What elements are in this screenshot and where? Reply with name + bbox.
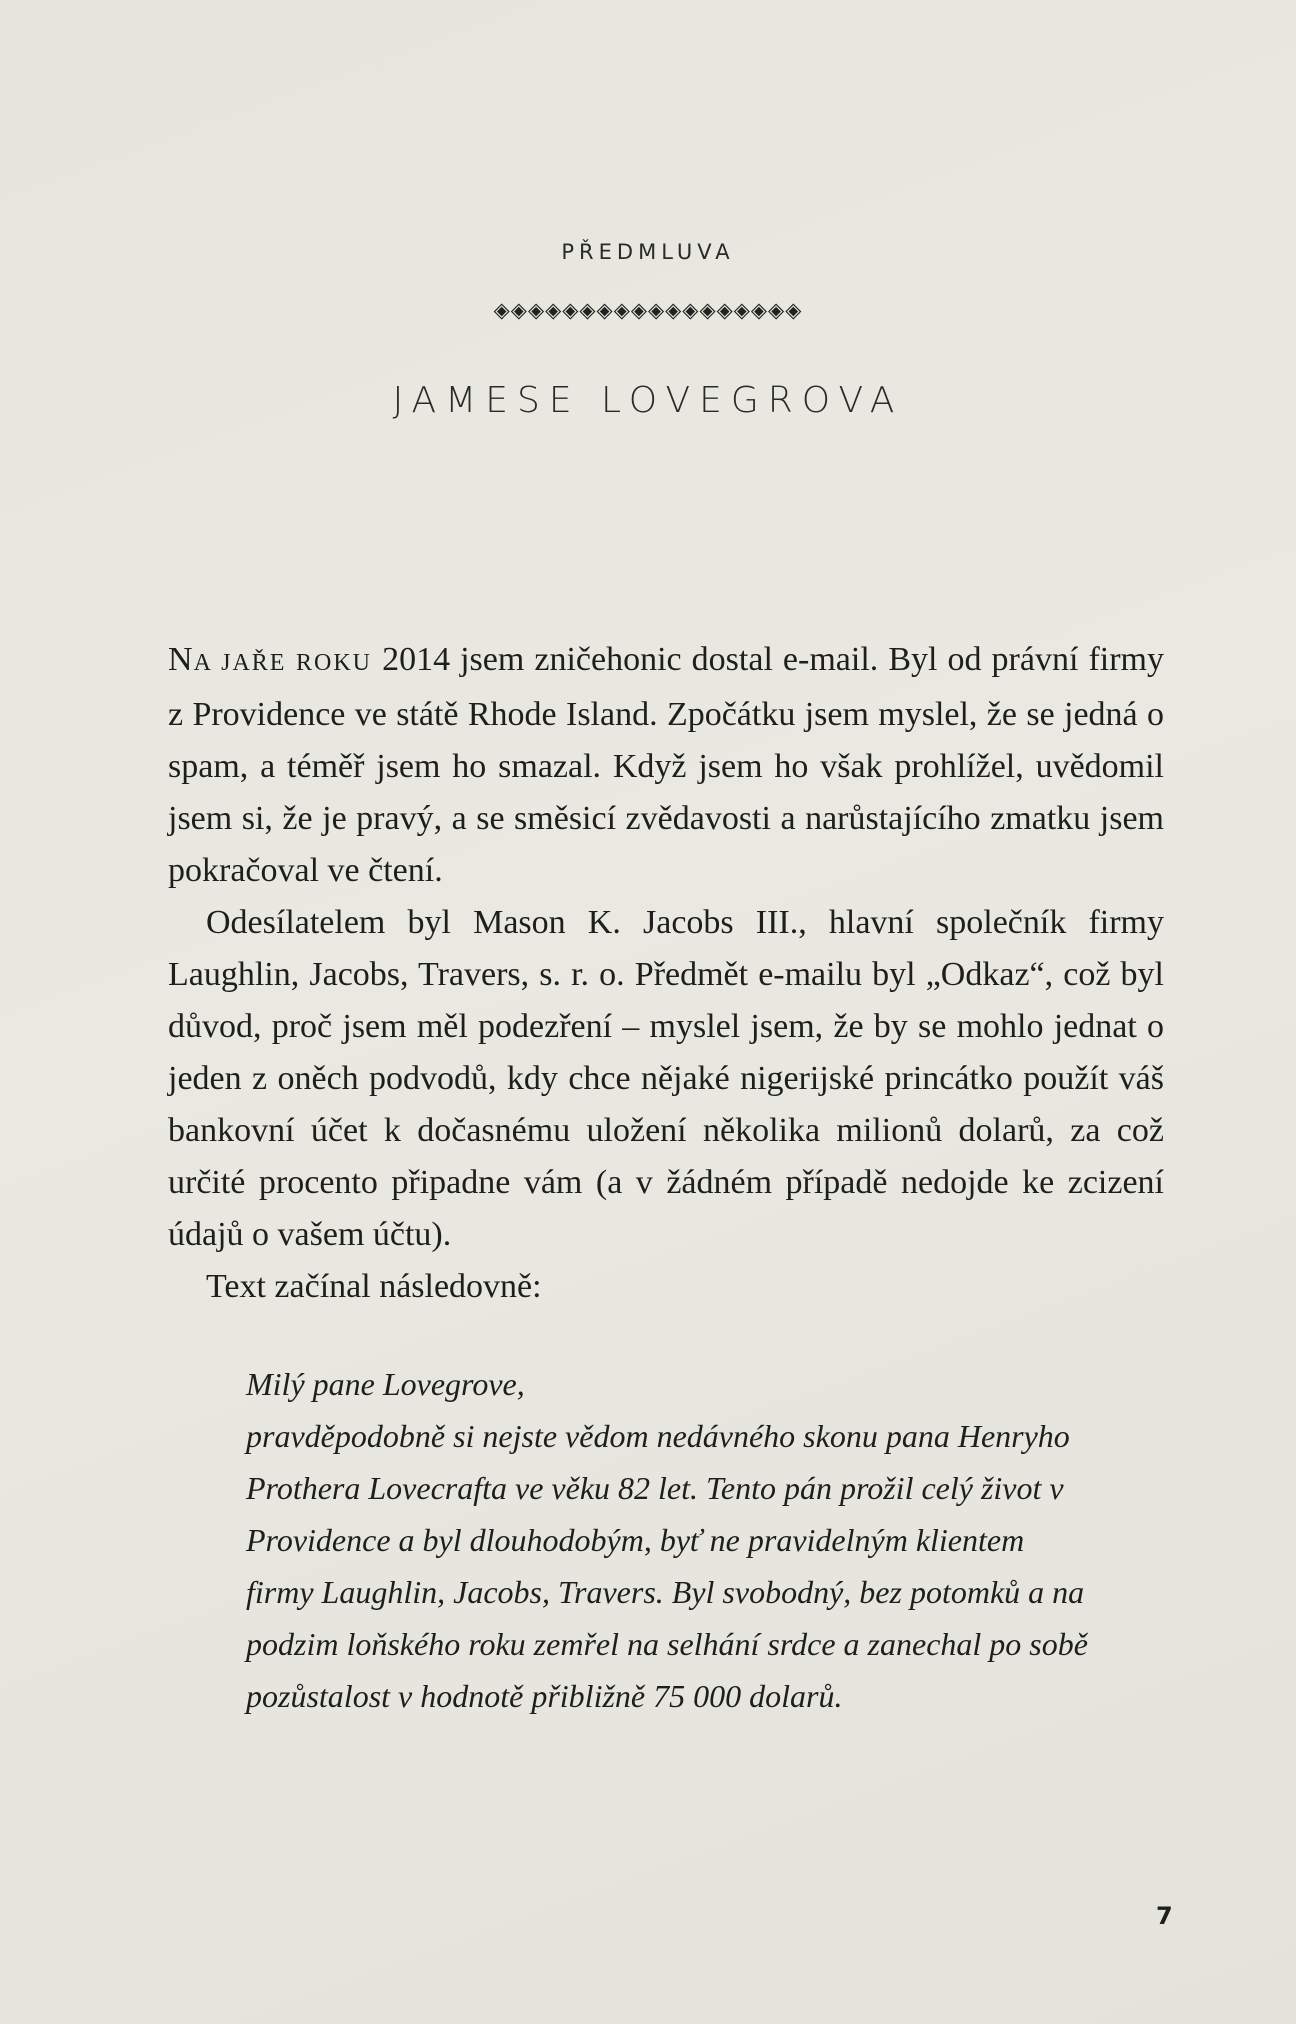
section-label: PŘEDMLUVA (561, 240, 735, 264)
paragraph-2: Odesílatelem byl Mason K. Jacobs III., hlavní společník firmy Laughlin, Jacobs, Travers, s. r. o. Předmět e-mailu byl „Odkaz“, což byl důvod, proč jsem měl podezření – myslel jsem, že by se mohlo jednat o jeden z oněch podvodů, kdy chce nějaké nigerijské princátko použít váš bankovní účet k dočasnému uložení několika milionů dolarů, za což určité procento připadne vám (a v žádném případě nedojde ke zcizení údajů o vašem účtu). (168, 904, 1164, 1253)
author-title: JAMESE LOVEGROVA (392, 380, 904, 421)
body-text (168, 634, 1164, 1313)
paragraph-3: Text začínal následovně: (206, 1268, 542, 1305)
paragraph-1: NA JAŘE ROKU 2014 jsem zničehonic dostal e-mail. Byl od právní firmy z Providence ve státě Rhode Island. Zpočátku jsem myslel, že se jedná o spam, a téměř jsem ho smazal. Když jsem ho však prohlížel, uvědomil jsem si, že je pravý, a se směsicí zvědavosti a narůstajícího zmatku jsem pokračoval ve čtení. (168, 641, 1164, 889)
ornament-divider: ◈◈◈◈◈◈◈◈◈◈◈◈◈◈◈◈◈◈ (493, 298, 803, 322)
page-number: 7 (1156, 1902, 1173, 1930)
quoted-letter (246, 1358, 1094, 1722)
letter-salutation: Milý pane Lovegrove, (246, 1366, 525, 1402)
letter-text: pravděpodobně si nejste vědom nedávného skonu pana Henryho Prothera Lovecrafta ve věku 82 let. Tento pán prožil celý život v Providence a byl dlouhodobým, byť ne pravidelným klientem firmy Laughlin, Jacobs, Travers. Byl svobodný, bez potomků a na podzim loňského roku zemřel na selhání srdce a zanechal po sobě pozůstalost v hodnotě přibližně 75 000 dolarů. (246, 1418, 1088, 1714)
opening-small-caps: NA JAŘE ROKU (168, 641, 373, 678)
